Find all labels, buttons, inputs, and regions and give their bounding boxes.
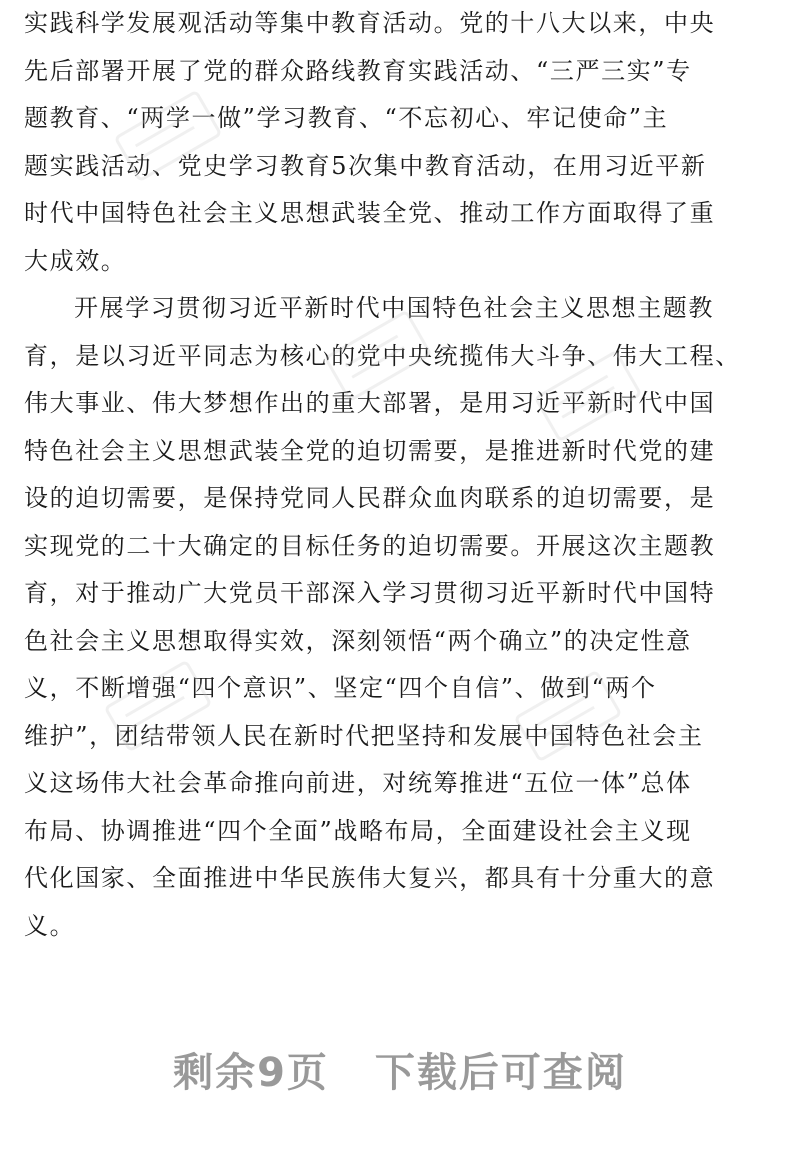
text-line: 先后部署开展了党的群众路线教育实践活动、“三严三实”专: [24, 56, 692, 85]
text-line: 设的迫切需要，是保持党同人民群众血肉联系的迫切需要，是: [24, 484, 716, 512]
text-line: 题实践活动、党史学习教育5次集中教育活动，在用习近平新: [24, 151, 707, 180]
text-line: 时代中国特色社会主义思想武装全党、推动工作方面取得了重: [24, 199, 716, 227]
text-line: 布局、协调推进“四个全面”战略布局，全面建设社会主义现: [24, 816, 692, 845]
text-line: 伟大事业、伟大梦想作出的重大部署，是用习近平新时代中国: [24, 389, 716, 417]
text-line: 特色社会主义思想武装全党的迫切需要，是推进新时代党的建: [24, 436, 716, 465]
text-line: 色社会主义思想取得实效，深刻领悟“两个确立”的决定性意: [24, 626, 692, 655]
download-prompt-banner[interactable]: [0, 1038, 800, 1108]
document-body: [24, 0, 784, 950]
text-line: 义。: [24, 911, 76, 940]
text-line: 育，是以习近平同志为核心的党中央统揽伟大斗争、伟大工程、: [24, 341, 741, 370]
download-to-view-label: 下载后可查阅: [374, 1050, 627, 1096]
text-line: 实践科学发展观活动等集中教育活动。党的十八大以来，中央: [24, 9, 716, 37]
text-line: 代化国家、全面推进中华民族伟大复兴，都具有十分重大的意: [24, 864, 716, 892]
text-line: 实现党的二十大确定的目标任务的迫切需要。开展这次主题教: [24, 531, 716, 560]
text-line: 题教育、“两学一做”学习教育、“不忘初心、牢记使命”主: [24, 104, 669, 132]
text-line: 育，对于推动广大党员干部深入学习贯彻习近平新时代中国特: [24, 579, 716, 607]
text-line: 义，不断增强“四个意识”、坚定“四个自信”、做到“两个: [24, 674, 657, 702]
paragraph-first-line: 开展学习贯彻习近平新时代中国特色社会主义思想主题教: [74, 294, 714, 322]
text-line: 维护”，团结带领人民在新时代把坚持和发展中国特色社会主: [24, 721, 704, 750]
text-line: 义这场伟大社会革命推向前进，对统筹推进“五位一体”总体: [24, 769, 692, 797]
remaining-pages-label: 剩余9页: [173, 1050, 329, 1096]
text-line: 大成效。: [24, 246, 127, 275]
